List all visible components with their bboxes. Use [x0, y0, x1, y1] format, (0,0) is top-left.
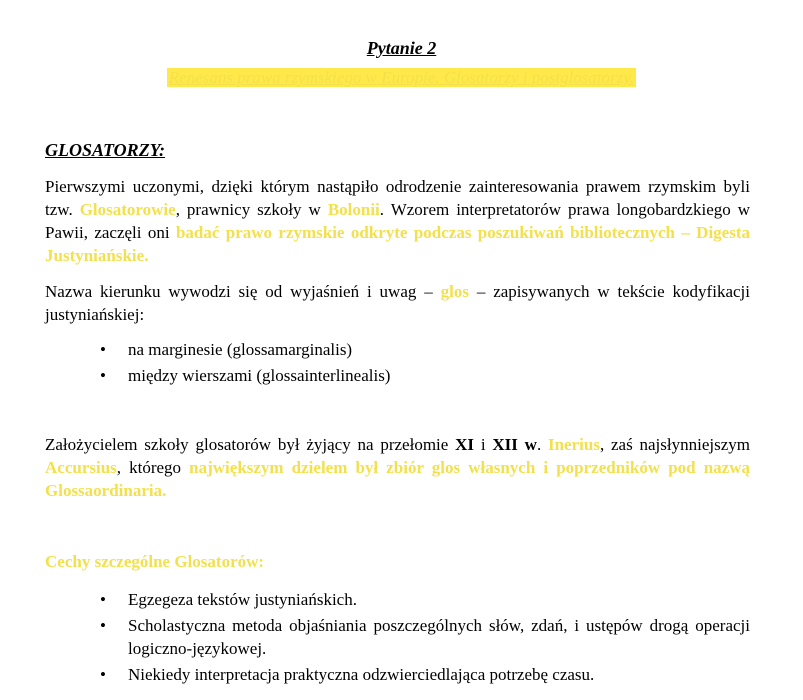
- list-item: • między wierszami (glossainterlinealis): [100, 364, 750, 387]
- p1-text-c: , prawnicy szkoły w: [175, 200, 328, 219]
- p1-text-a: Pierwszymi uczonymi, dzięki którym nastąpiło odrodzenie zainteresowania prawem rzymskim byli tzw.: [45, 177, 750, 219]
- features-heading: Cechy szczególne Glosatorów:: [45, 552, 265, 571]
- p2-text-c: – zapisywanych w tekście kodyfikacji justyniańskiej:: [45, 282, 750, 324]
- p3-highlight-accursius: Accursius: [45, 458, 117, 477]
- p1-highlight-bolonii: Bolonii: [327, 200, 380, 219]
- features-list: [100, 588, 750, 689]
- p2-text-a: Nazwa kierunku wywodzi się od wyjaśnień i uwag –: [45, 282, 441, 301]
- p3-text-g: , zaś najsłynniejszym: [599, 435, 750, 454]
- p3-century-xii: XII w: [492, 435, 537, 454]
- question-title: Pytanie 2: [366, 38, 437, 58]
- p3-text-a: Założycielem szkoły glosatorów był żyjący na przełomie: [45, 435, 456, 454]
- list-item: • Scholastyczna metoda objaśniania poszczególnych słów, zdań, i ustępów drogą operacji logiczno-językowej.: [100, 614, 750, 660]
- list-item: • Niekiedy interpretacja praktyczna odzwierciedlająca potrzebę czasu.: [100, 663, 750, 686]
- p3-highlight-glossaordinaria: największym dzielem był zbiór glos własnych i poprzedników pod nazwą Glossaordinaria.: [45, 458, 750, 500]
- p3-text-i: , którego: [116, 458, 190, 477]
- section-heading: GLOSATORZY:: [45, 140, 166, 160]
- p1-highlight-digesta: badać prawo rzymskie odkryte podczas poszukiwań bibliotecznych – Digesta Justyniańskie.: [45, 223, 750, 265]
- subtitle-text: Renesans prawa rzymskiego w Europie. Glosatorzy i postglosatorzy.: [168, 68, 635, 87]
- p1-text-e: . Wzorem interpretatorów prawa longobardzkiego w Pawii, zaczęli oni: [45, 200, 750, 242]
- p3-highlight-inerius: Inerius: [547, 435, 600, 454]
- question-subtitle: [0, 68, 803, 88]
- p1-highlight-glosatorowie: Glosatorowie: [79, 200, 176, 219]
- list-item: • Egzegeza tekstów justyniańskich.: [100, 588, 750, 611]
- p2-highlight-glos: glos: [440, 282, 469, 301]
- p3-text-c: i: [474, 435, 493, 454]
- list-item: • na marginesie (glossamarginalis): [100, 338, 750, 361]
- paragraph-2: [45, 280, 750, 326]
- p3-text-e: .: [536, 435, 548, 454]
- gloss-types-list: [100, 338, 750, 390]
- p3-century-xi: XI: [455, 435, 475, 454]
- paragraph-1: [45, 175, 750, 267]
- paragraph-3: [45, 433, 750, 502]
